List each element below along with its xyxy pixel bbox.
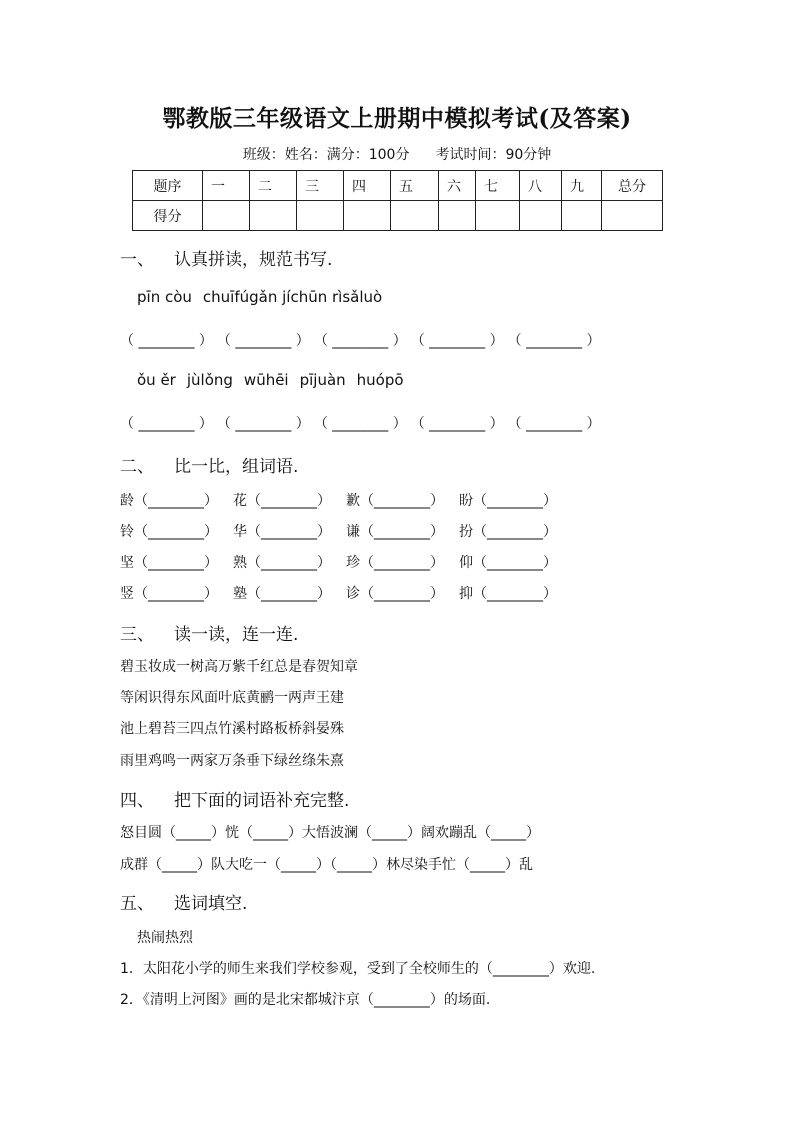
exam-title: 鄂教版三年级语文上册期中模拟考试(及答案) xyxy=(162,105,632,132)
answer-blank[interactable]: （ ________ ） xyxy=(313,333,407,349)
character: 诊 xyxy=(346,586,360,602)
section-number: 三、 xyxy=(120,625,154,645)
answer-blank[interactable]: （ ________ ） xyxy=(216,416,310,432)
class-name-score-label: 班级：姓名：满分：100分 xyxy=(242,147,410,163)
word-group-row xyxy=(120,583,572,603)
answer-blank[interactable]: （________） xyxy=(473,555,557,571)
answer-blank[interactable]: （________） xyxy=(134,524,218,540)
char-with-blank[interactable] xyxy=(459,521,572,541)
answer-blank[interactable]: （________） xyxy=(247,524,331,540)
section-title: 读一读，连一连. xyxy=(174,625,299,645)
answer-blank[interactable]: （ ________ ） xyxy=(120,333,213,349)
answer-blank[interactable]: （________） xyxy=(134,555,218,571)
character: 熟 xyxy=(233,555,247,571)
section-title: 认真拼读，规范书写. xyxy=(174,250,333,270)
section-number: 五、 xyxy=(120,894,154,914)
char-with-blank[interactable] xyxy=(120,583,233,603)
answer-blank[interactable]: （________） xyxy=(360,586,444,602)
answer-blank[interactable]: （ ________ ） xyxy=(120,416,213,432)
score-table xyxy=(132,170,663,231)
character: 谦 xyxy=(346,524,360,540)
pinyin-item: ǒu ěr xyxy=(137,371,176,389)
question-1[interactable]: 1．太阳花小学的师生来我们学校参观，受到了全校师生的（________）欢迎. xyxy=(120,961,596,977)
char-with-blank[interactable] xyxy=(346,552,459,572)
table-cell: 题序 xyxy=(133,171,203,201)
answer-blank[interactable]: （ ________ ） xyxy=(507,416,601,432)
score-input-cell[interactable] xyxy=(250,201,297,231)
section-title: 比一比，组词语. xyxy=(174,457,299,477)
answer-blanks-row-2 xyxy=(120,413,605,433)
score-input-cell[interactable] xyxy=(344,201,391,231)
character: 龄 xyxy=(120,493,134,509)
section-5-heading xyxy=(120,889,247,914)
exam-info xyxy=(0,144,794,164)
answer-blank[interactable]: （ ________ ） xyxy=(313,416,407,432)
character: 歉 xyxy=(346,493,360,509)
answer-blank[interactable]: （________） xyxy=(247,555,331,571)
character: 仰 xyxy=(459,555,473,571)
table-cell: 九 xyxy=(562,171,602,201)
section-1-heading xyxy=(120,245,332,270)
idiom-row-2[interactable]: 成群（_____）队大吃一（_____）（_____）林尽染手忙（_____）乱 xyxy=(120,857,533,873)
char-with-blank[interactable] xyxy=(233,552,346,572)
answer-blanks-row-1 xyxy=(120,330,605,350)
char-with-blank[interactable] xyxy=(459,490,572,510)
answer-blank[interactable]: （ ________ ） xyxy=(410,416,504,432)
table-cell: 五 xyxy=(391,171,439,201)
char-with-blank[interactable] xyxy=(346,490,459,510)
char-with-blank[interactable] xyxy=(120,521,233,541)
char-with-blank[interactable] xyxy=(233,490,346,510)
char-with-blank[interactable] xyxy=(233,583,346,603)
answer-blank[interactable]: （ ________ ） xyxy=(507,333,601,349)
score-input-cell[interactable] xyxy=(297,201,344,231)
section-2-heading xyxy=(120,452,298,477)
pinyin-row-2 xyxy=(137,371,415,389)
answer-blank[interactable]: （ ________ ） xyxy=(410,333,504,349)
character: 竖 xyxy=(120,586,134,602)
score-input-cell[interactable] xyxy=(520,201,562,231)
character: 华 xyxy=(233,524,247,540)
section-title: 把下面的词语补充完整. xyxy=(174,791,350,811)
score-table-score-row xyxy=(133,201,663,231)
table-cell: 二 xyxy=(250,171,297,201)
answer-blank[interactable]: （________） xyxy=(247,493,331,509)
matching-line: 雨里鸡鸣一两家万条垂下绿丝绦朱熹 xyxy=(120,753,344,769)
answer-blank[interactable]: （________） xyxy=(473,524,557,540)
answer-blank[interactable]: （________） xyxy=(247,586,331,602)
table-cell: 八 xyxy=(520,171,562,201)
score-input-cell[interactable] xyxy=(602,201,663,231)
pinyin-item: huópō xyxy=(356,371,404,389)
section-number: 一、 xyxy=(120,250,154,270)
character: 铃 xyxy=(120,524,134,540)
pinyin-item: jùlǒng xyxy=(186,371,233,389)
char-with-blank[interactable] xyxy=(346,583,459,603)
score-input-cell[interactable] xyxy=(476,201,520,231)
answer-blank[interactable]: （________） xyxy=(473,586,557,602)
character: 盼 xyxy=(459,493,473,509)
answer-blank[interactable]: （ ________ ） xyxy=(216,333,310,349)
word-group-row xyxy=(120,552,572,572)
question-2[interactable]: 2．《清明上河图》画的是北宋都城汴京（________）的场面. xyxy=(120,992,491,1008)
character: 花 xyxy=(233,493,247,509)
section-title: 选词填空. xyxy=(174,894,248,914)
answer-blank[interactable]: （________） xyxy=(360,524,444,540)
matching-line: 池上碧苔三四点竹溪村路板桥斜晏殊 xyxy=(120,721,344,737)
score-input-cell[interactable] xyxy=(203,201,250,231)
answer-blank[interactable]: （________） xyxy=(360,555,444,571)
score-table-header-row xyxy=(133,171,663,201)
table-cell: 六 xyxy=(439,171,476,201)
word-group-row xyxy=(120,490,572,510)
table-cell: 四 xyxy=(344,171,391,201)
table-cell: 总分 xyxy=(602,171,663,201)
score-input-cell[interactable] xyxy=(439,201,476,231)
answer-blank[interactable]: （________） xyxy=(134,493,218,509)
table-cell: 一 xyxy=(203,171,250,201)
character: 扮 xyxy=(459,524,473,540)
char-with-blank[interactable] xyxy=(459,552,572,572)
matching-line: 等闲识得东风面叶底黄鹂一两声王建 xyxy=(120,690,344,706)
score-input-cell[interactable] xyxy=(562,201,602,231)
pinyin-item: wūhēi xyxy=(243,371,289,389)
idiom-row-1[interactable]: 怒目圆（_____）恍（_____）大悟波澜（_____）阔欢蹦乱（_____） xyxy=(120,825,540,841)
answer-blank[interactable]: （________） xyxy=(134,586,218,602)
score-input-cell[interactable] xyxy=(391,201,439,231)
table-cell: 得分 xyxy=(133,201,203,231)
section-number: 四、 xyxy=(120,791,154,811)
exam-time-label: 考试时间：90分钟 xyxy=(435,147,552,163)
char-with-blank[interactable] xyxy=(459,583,572,603)
answer-blank[interactable]: （________） xyxy=(360,493,444,509)
pinyin-item: chuīfúgǎn jíchūn rìsǎluò xyxy=(202,288,383,306)
section-4-heading xyxy=(120,786,349,811)
matching-line: 碧玉妆成一树高万紫千红总是春贺知章 xyxy=(120,659,358,675)
pinyin-item: pīn còu xyxy=(137,288,192,306)
section-3-heading xyxy=(120,620,298,645)
answer-blank[interactable]: （________） xyxy=(473,493,557,509)
pinyin-item: pījuàn xyxy=(299,371,346,389)
table-cell: 三 xyxy=(297,171,344,201)
word-group-row xyxy=(120,521,572,541)
character: 塾 xyxy=(233,586,247,602)
char-with-blank[interactable] xyxy=(120,552,233,572)
char-with-blank[interactable] xyxy=(233,521,346,541)
character: 抑 xyxy=(459,586,473,602)
pinyin-row-1 xyxy=(137,288,393,306)
char-with-blank[interactable] xyxy=(120,490,233,510)
character: 坚 xyxy=(120,555,134,571)
character: 珍 xyxy=(346,555,360,571)
word-options: 热闹热烈 xyxy=(137,930,193,946)
section-number: 二、 xyxy=(120,457,154,477)
table-cell: 七 xyxy=(476,171,520,201)
char-with-blank[interactable] xyxy=(346,521,459,541)
